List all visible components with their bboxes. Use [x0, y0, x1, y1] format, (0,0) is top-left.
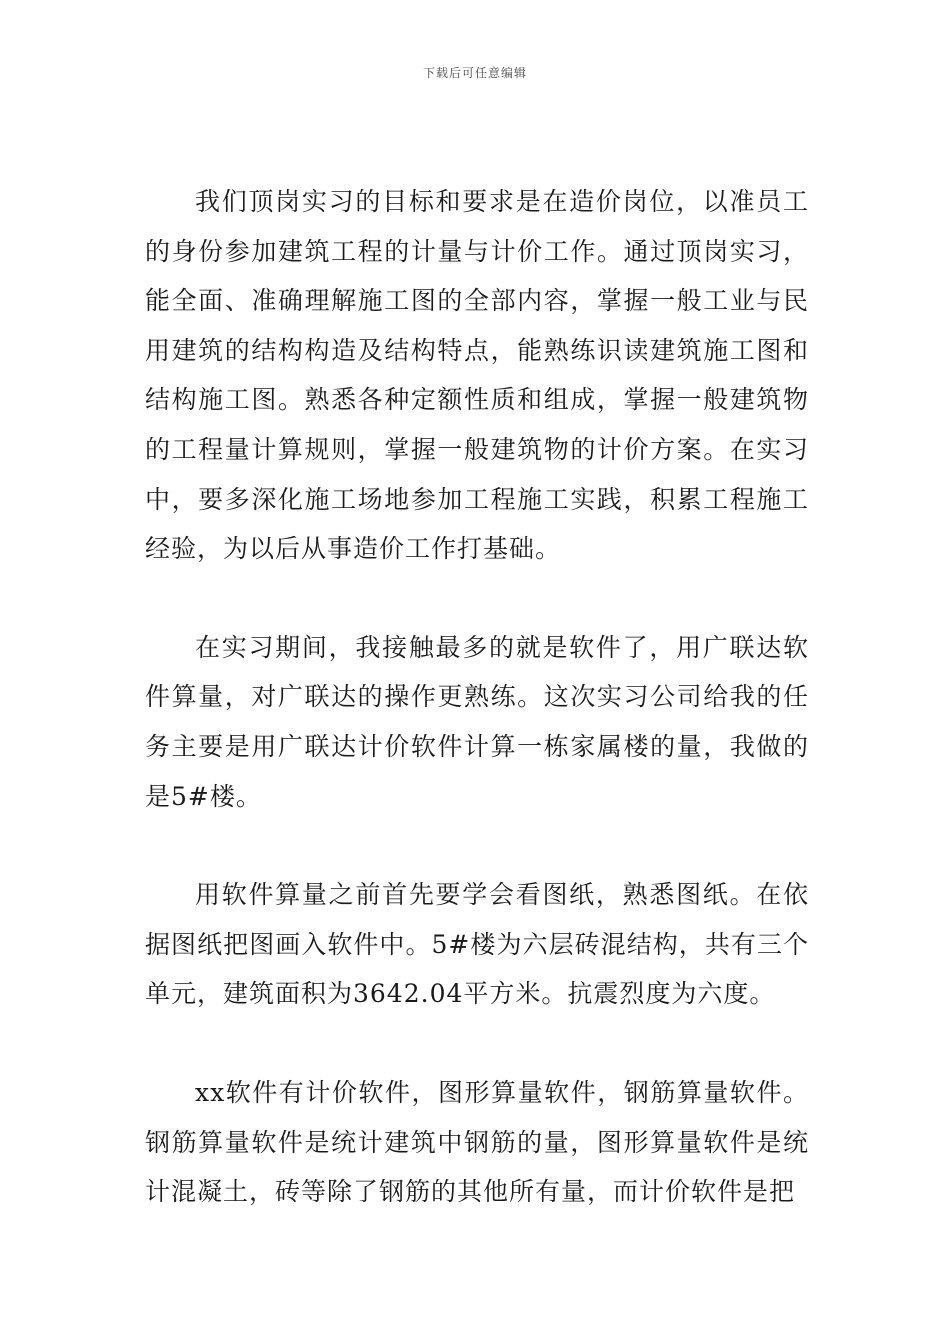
paragraph-internship-goals: 我们顶岗实习的目标和要求是在造价岗位，以准员工的身份参加建筑工程的计量与计价工作。通过顶岗实习，能全面、准确理解施工图的全部内容，掌握一般工业与民用建筑的结构构造及结构特点，能熟练识读建筑施工图和结构施工图。熟悉各种定额性质和组成，掌握一般建筑物的工程量计算规则，掌握一般建筑物的计价方案。在实习中，要多深化施工场地参加工程施工实践，积累工程施工经验，为以后从事造价工作打基础。 — [145, 187, 809, 564]
header-note: 下载后可任意编辑 — [422, 66, 527, 80]
paragraph-software-types: xx软件有计价软件，图形算量软件，钢筋算量软件。钢筋算量软件是统计建筑中钢筋的量，图形算量软件是统计混凝土，砖等除了钢筋的其他所有量，而计价软件是把 — [145, 1077, 809, 1207]
paragraph-software-usage: 在实习期间，我接触最多的就是软件了，用广联达软件算量，对广联达的操作更熟练。这次实习公司给我的任务主要是用广联达计价软件计算一栋家属楼的量，我做的是5#楼。 — [145, 632, 809, 811]
document-body — [145, 177, 809, 1217]
paragraph-building-info: 用软件算量之前首先要学会看图纸，熟悉图纸。在依据图纸把图画入软件中。5#楼为六层砖混结构，共有三个单元，建筑面积为3642.04平方米。抗震烈度为六度。 — [145, 880, 809, 1009]
